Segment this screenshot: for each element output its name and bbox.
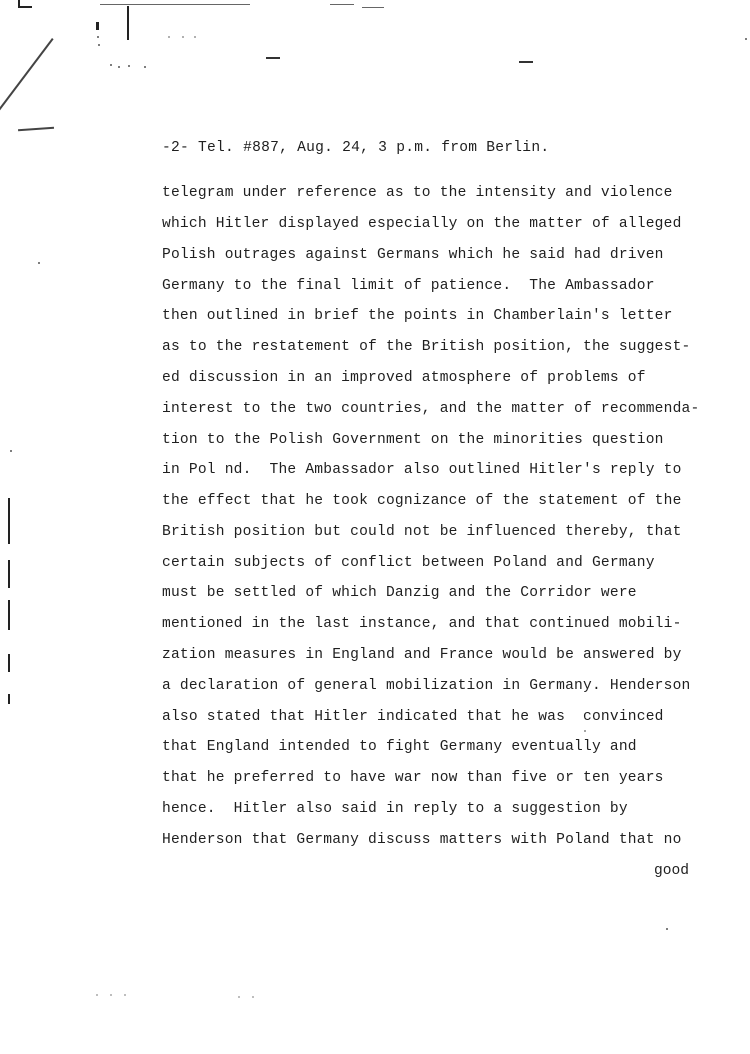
body-line: must be settled of which Danzig and the Corridor were (162, 585, 637, 601)
body-line: which Hitler displayed especially on the matter of alleged (162, 216, 682, 232)
continuation-word: good (654, 863, 690, 879)
body-line: in Pol nd. The Ambassador also outlined Hitler's reply to (162, 462, 682, 478)
body-line: the effect that he took cognizance of the statement of the (162, 493, 682, 509)
body-line: that England intended to fight Germany eventually and (162, 739, 637, 755)
body-line: Germany to the final limit of patience. The Ambassador (162, 278, 655, 294)
body-line: certain subjects of conflict between Poland and Germany (162, 555, 655, 571)
body-line: interest to the two countries, and the matter of recommenda- (162, 401, 700, 417)
body-line: as to the restatement of the British position, the suggest- (162, 339, 691, 355)
body-line: telegram under reference as to the intensity and violence (162, 185, 673, 201)
body-line: that he preferred to have war now than five or ten years (162, 770, 664, 786)
body-line: ed discussion in an improved atmosphere of problems of (162, 370, 646, 386)
telegram-header: -2- Tel. #887, Aug. 24, 3 p.m. from Berlin. (162, 140, 550, 156)
body-line: hence. Hitler also said in reply to a suggestion by (162, 801, 628, 817)
body-line: tion to the Polish Government on the minorities question (162, 432, 664, 448)
body-line: also stated that Hitler indicated that he was convinced (162, 709, 664, 725)
body-line: Henderson that Germany discuss matters with Poland that no (162, 832, 682, 848)
body-line: mentioned in the last instance, and that continued mobili- (162, 616, 682, 632)
body-line: Polish outrages against Germans which he said had driven (162, 247, 664, 263)
body-line: zation measures in England and France would be answered by (162, 647, 682, 663)
body-line: a declaration of general mobilization in Germany. Henderson (162, 678, 691, 694)
body-line: British position but could not be influenced thereby, that (162, 524, 682, 540)
body-line: then outlined in brief the points in Chamberlain's letter (162, 308, 673, 324)
